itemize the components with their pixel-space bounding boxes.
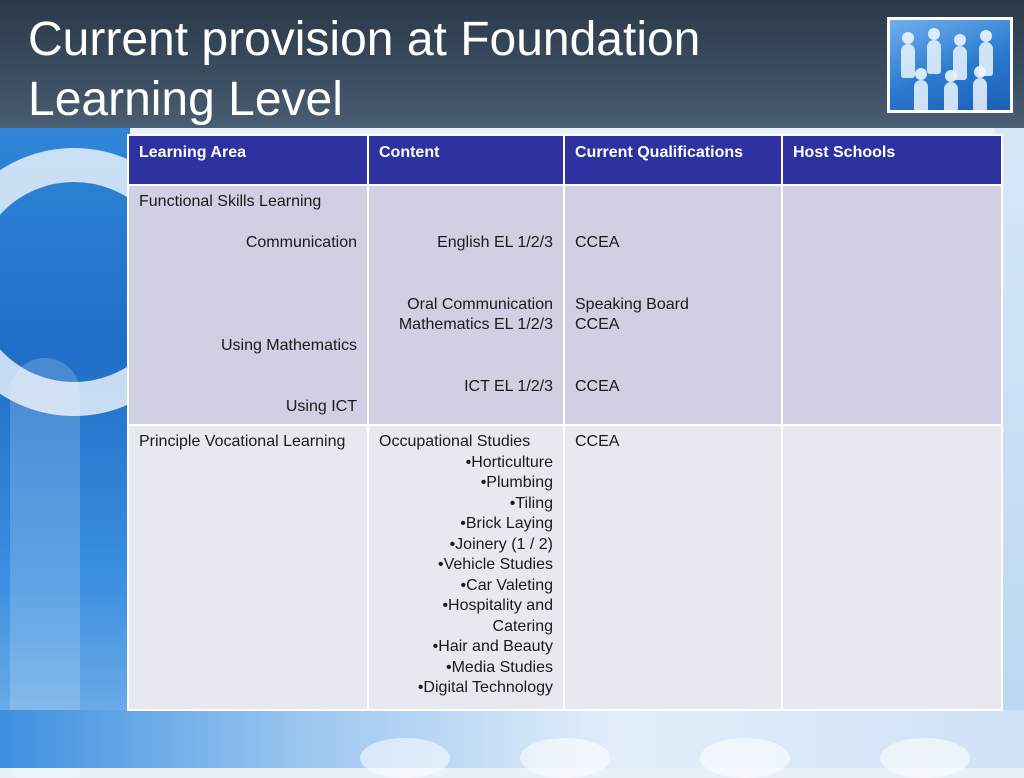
cell-qualifications [564, 185, 782, 425]
cell-content [368, 185, 564, 425]
background-blob [520, 738, 610, 778]
list-item: •Joinery (1 / 2) [449, 535, 553, 553]
cell-host-schools [782, 425, 1002, 710]
header-host-schools: Host Schools [782, 135, 1002, 185]
qualification-item: Speaking Board [575, 295, 689, 313]
qualification-item: CCEA [575, 433, 620, 450]
slide-title [28, 10, 868, 130]
background-blob [700, 738, 790, 778]
provision-table [127, 134, 1001, 711]
content-heading: Occupational Studies [379, 433, 531, 450]
qualification-item: CCEA [575, 316, 620, 333]
title-line-2: Learning Level [28, 73, 343, 126]
header-content: Content [368, 135, 564, 185]
list-item: •Vehicle Studies [437, 556, 553, 573]
background-bottom-decoration [0, 710, 1024, 768]
area-heading: Functional Skills Learning [139, 193, 322, 210]
content-item: English EL 1/2/3 [437, 234, 553, 251]
area-item: Principle Vocational Learning [139, 433, 346, 450]
list-item: •Tiling [509, 494, 553, 512]
cell-host-schools [782, 185, 1002, 425]
area-item: Communication [245, 234, 357, 251]
list-item: •Plumbing [480, 474, 553, 491]
people-chain-icon [887, 17, 1013, 113]
background-left-decoration [0, 128, 130, 768]
header-learning-area: Learning Area [128, 135, 368, 185]
table-header-row [128, 135, 1002, 185]
background-blob [880, 738, 970, 778]
table-row [128, 185, 1002, 425]
list-item: •Brick Laying [460, 515, 553, 532]
qualification-item: CCEA [575, 377, 620, 395]
content-item: ICT EL 1/2/3 [464, 377, 553, 395]
content-item: Oral Communication [407, 295, 553, 313]
cell-learning-area [128, 185, 368, 425]
title-line-1: Current provision at Foundation [28, 13, 701, 66]
header-current-qualifications: Current Qualifications [564, 135, 782, 185]
list-item: •Hair and Beauty [432, 638, 553, 655]
area-item: Using ICT [285, 398, 357, 415]
cell-content [368, 425, 564, 710]
list-item: •Car Valeting [460, 576, 553, 594]
list-item: •Media Studies [446, 658, 553, 676]
cell-qualifications [564, 425, 782, 710]
table-row [128, 425, 1002, 710]
area-item: Using Mathematics [220, 336, 357, 354]
qualification-item: CCEA [575, 234, 620, 251]
content-item: Mathematics EL 1/2/3 [398, 316, 553, 333]
background-blob [360, 738, 450, 778]
title-bar [0, 0, 1024, 128]
cell-learning-area [128, 425, 368, 710]
list-item: •Hospitality and Catering [442, 597, 553, 635]
list-item: •Horticulture [465, 453, 553, 471]
list-item: •Digital Technology [417, 679, 553, 696]
